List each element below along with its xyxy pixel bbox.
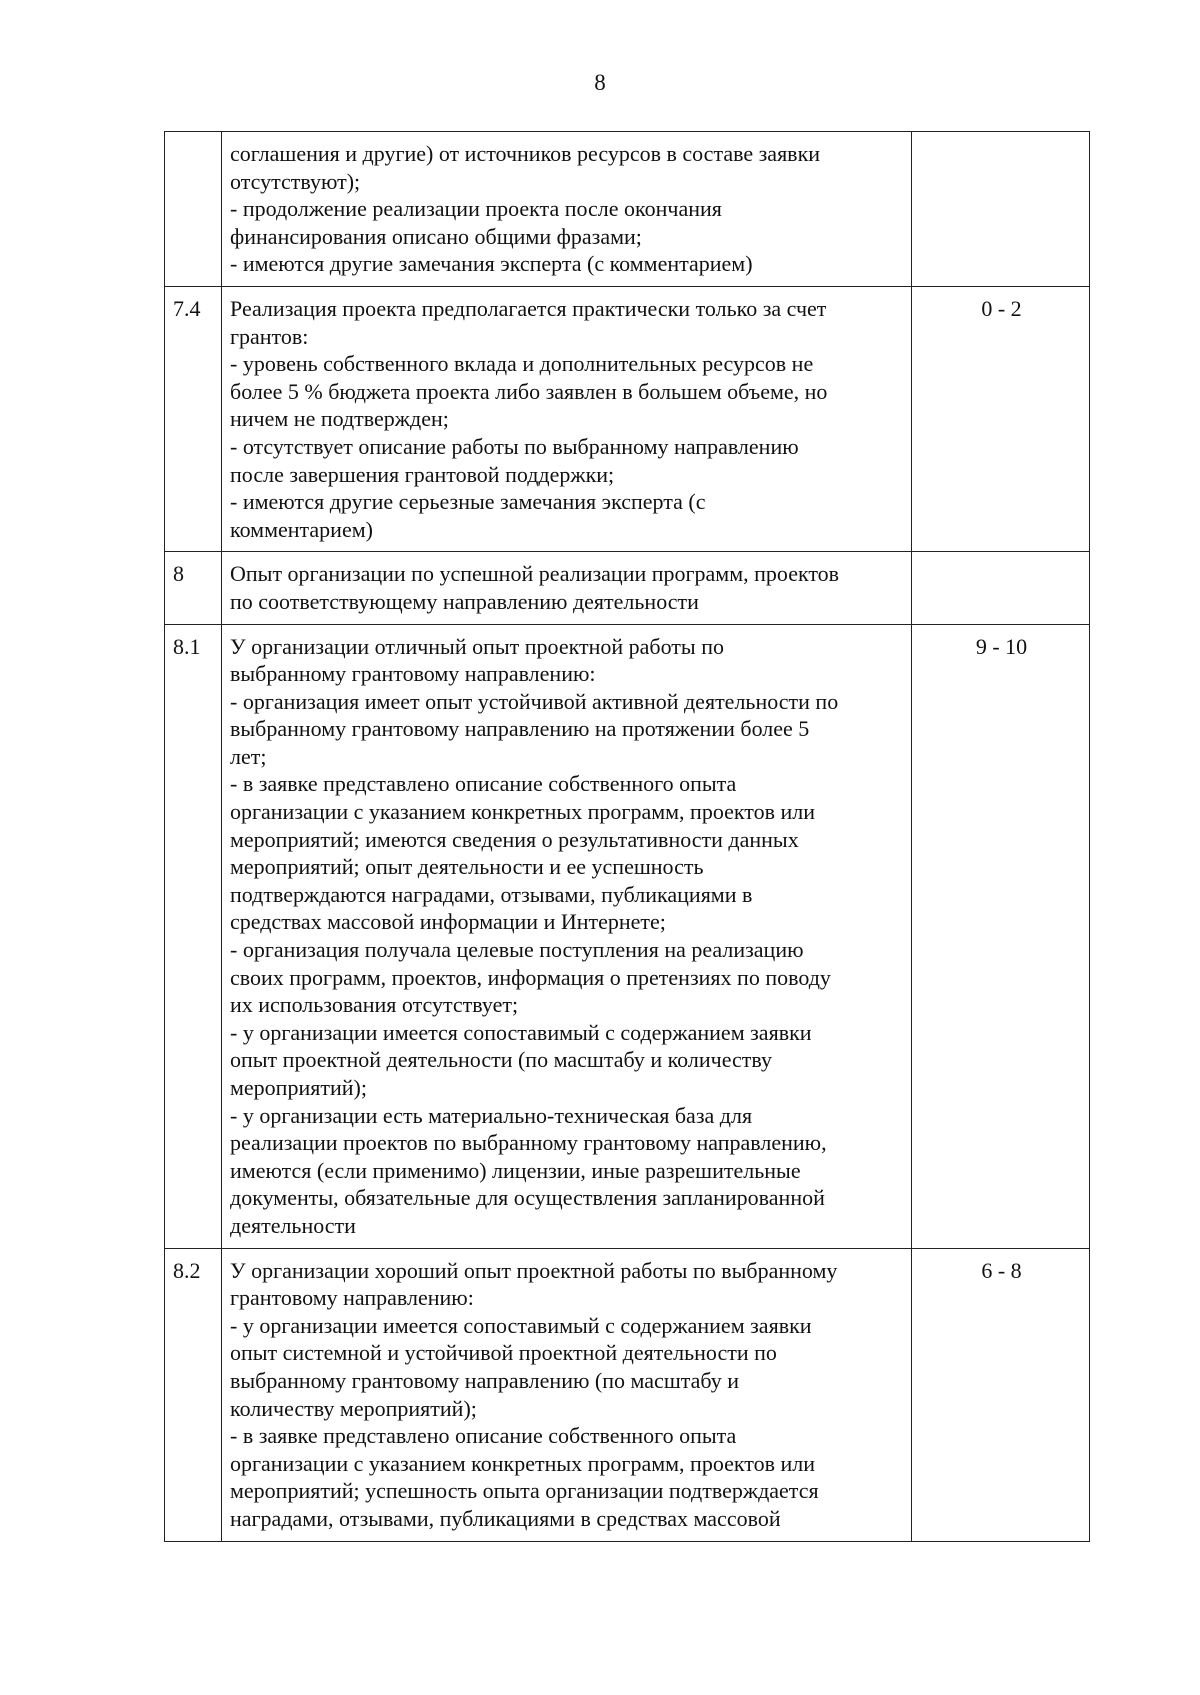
description-line: отсутствуют); [230, 168, 361, 194]
criteria-row [165, 286, 1090, 551]
criterion-score: 6 - 8 [912, 1248, 1090, 1541]
description-line: мероприятий; успешность опыта организации подтверждается [230, 1478, 819, 1504]
description-line: Опыт организации по успешной реализации программ, проектов [230, 561, 840, 587]
description-line: - уровень собственного вклада и дополнительных ресурсов не [230, 351, 814, 377]
criterion-number: 7.4 [165, 286, 222, 551]
criterion-score: 0 - 2 [912, 286, 1090, 551]
description-line: - имеются другие замечания эксперта (с комментарием) [230, 251, 753, 277]
description-line: ничем не подтвержден; [230, 406, 449, 432]
description-line: выбранному грантовому направлению на протяжении более 5 [230, 716, 810, 742]
description-line: - организация имеет опыт устойчивой активной деятельности по [230, 688, 839, 714]
description-line: подтверждаются наградами, отзывами, публикациями в [230, 881, 753, 907]
criterion-score [912, 552, 1090, 624]
criterion-number: 8.2 [165, 1248, 222, 1541]
description-line: мероприятий; имеются сведения о результативности данных [230, 826, 799, 852]
description-line: - в заявке представлено описание собственного опыта [230, 1423, 737, 1449]
description-line: лет; [230, 743, 267, 769]
description-line: - продолжение реализации проекта после окончания [230, 196, 722, 222]
page-number: 8 [594, 70, 606, 95]
description-line: У организации хороший опыт проектной работы по выбранному [230, 1257, 838, 1283]
description-line: - в заявке представлено описание собственного опыта [230, 771, 737, 797]
criteria-row [165, 552, 1090, 624]
criteria-row [165, 624, 1090, 1248]
description-line: их использования отсутствует; [230, 992, 519, 1018]
description-line: соглашения и другие) от источников ресурсов в составе заявки [230, 141, 821, 166]
description-line: выбранному грантовому направлению (по масштабу и [230, 1367, 740, 1393]
criteria-row [165, 1248, 1090, 1541]
description-line: - у организации имеется сопоставимый с содержанием заявки [230, 1312, 812, 1338]
description-line: организации с указанием конкретных программ, проектов или [230, 799, 815, 825]
criterion-number: 8.1 [165, 624, 222, 1248]
criterion-number [165, 132, 222, 287]
criterion-description [222, 286, 912, 551]
criterion-score [912, 132, 1090, 287]
description-line: деятельности [230, 1212, 356, 1238]
description-line: мероприятий); [230, 1075, 367, 1100]
description-line: комментарием) [230, 516, 373, 542]
criterion-description [222, 552, 912, 624]
criterion-description [222, 1248, 912, 1541]
description-line: - у организации имеется сопоставимый с содержанием заявки [230, 1019, 812, 1045]
description-line: наградами, отзывами, публикациями в средствах массовой [230, 1505, 781, 1531]
description-line: финансирования описано общими фразами; [230, 223, 642, 249]
description-line: средствах массовой информации и Интернете; [230, 909, 666, 935]
description-line: - у организации есть материально-техническая база для [230, 1102, 753, 1128]
description-line: мероприятий; опыт деятельности и ее успешность [230, 854, 704, 880]
criterion-description [222, 132, 912, 287]
description-line: документы, обязательные для осуществления запланированной [230, 1185, 825, 1211]
criteria-row [165, 132, 1090, 287]
description-line: после завершения грантовой поддержки; [230, 461, 615, 487]
description-line: - организация получала целевые поступления на реализацию [230, 937, 804, 963]
description-line: опыт проектной деятельности (по масштабу и количеству [230, 1047, 773, 1073]
description-line: своих программ, проектов, информация о претензиях по поводу [230, 964, 831, 990]
criterion-description [222, 624, 912, 1248]
description-line: организации с указанием конкретных программ, проектов или [230, 1450, 815, 1476]
description-line: имеются (если применимо) лицензии, иные разрешительные [230, 1157, 801, 1183]
criterion-score: 9 - 10 [912, 624, 1090, 1248]
criterion-number: 8 [165, 552, 222, 624]
description-line: реализации проектов по выбранному грантовому направлению, [230, 1130, 827, 1156]
criteria-table [164, 131, 1090, 1542]
description-line: опыт системной и устойчивой проектной деятельности по [230, 1340, 777, 1366]
description-line: У организации отличный опыт проектной работы по [230, 633, 724, 659]
description-line: более 5 % бюджета проекта либо заявлен в большем объеме, но [230, 378, 828, 404]
description-line: грантов: [230, 323, 309, 349]
description-line: - отсутствует описание работы по выбранному направлению [230, 433, 799, 459]
criteria-table-body [165, 132, 1090, 1542]
description-line: Реализация проекта предполагается практически только за счет [230, 295, 827, 321]
description-line: грантовому направлению: [230, 1285, 474, 1311]
description-line: по соответствующему направлению деятельности [230, 588, 699, 614]
description-line: выбранному грантовому направлению: [230, 661, 596, 687]
description-line: - имеются другие серьезные замечания эксперта (с [230, 489, 706, 515]
description-line: количеству мероприятий); [230, 1395, 477, 1421]
